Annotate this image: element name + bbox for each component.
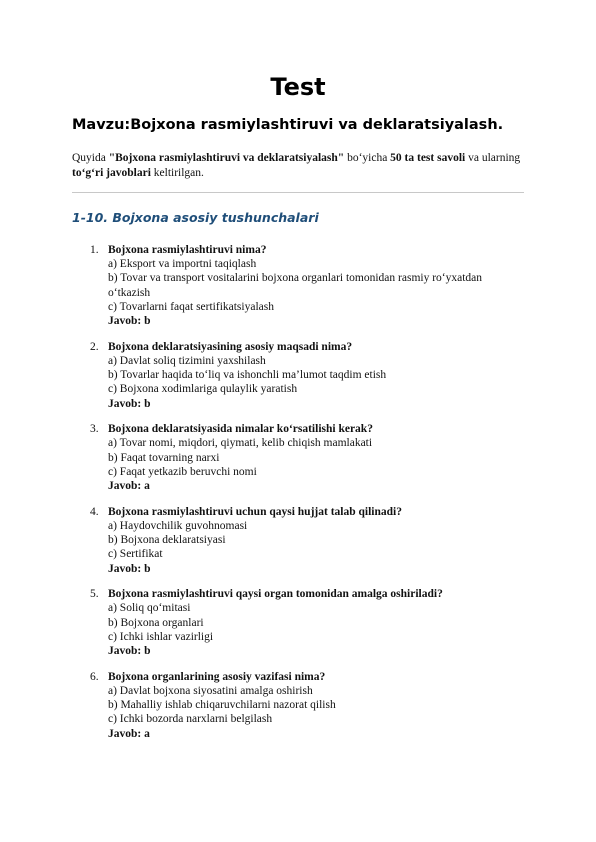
answer-text: Javob: a [108,480,150,493]
option-b: b) Faqat tovarning narxi [108,451,220,464]
option-c: c) Sertifikat [108,548,163,561]
question-item [72,422,524,493]
option-c: c) Ichki bozorda narxlarni belgilash [108,713,273,726]
topic-heading: Mavzu:Bojxona rasmiylashtiruvi va deklaratsiyalash. [72,117,504,133]
question-list [72,243,524,741]
section-heading: 1-10. Bojxona asosiy tushunchalari [72,210,319,225]
question-item [72,505,524,576]
option-c: c) Tovarlarni faqat sertifikatsiyalash [108,300,274,313]
option-a: a) Davlat bojxona siyosatini amalga oshirish [108,684,313,697]
question-item [72,587,524,658]
answer-text: Javob: b [108,562,151,575]
question-text: Bojxona deklaratsiyasida nimalar ko‘rsatilishi kerak? [108,423,373,436]
answer-text: Javob: a [108,727,150,740]
option-c: c) Bojxona xodimlariga qulaylik yaratish [108,383,298,396]
question-text: Bojxona deklaratsiyasining asosiy maqsadi nima? [108,340,353,353]
question-text: Bojxona rasmiylashtiruvi qaysi organ tomonidan amalga oshiriladi? [108,588,443,601]
option-b: b) Bojxona organlari [108,616,204,629]
question-number: 3. [90,423,99,436]
option-a: a) Haydovchilik guvohnomasi [108,519,248,532]
question-item [72,243,524,328]
option-c: c) Ichki ishlar vazirligi [108,630,214,643]
question-text: Bojxona organlarining asosiy vazifasi nima? [108,670,326,683]
question-number: 5. [90,588,99,601]
question-number: 4. [90,505,99,518]
intro-bold-2: 50 ta test savoli [390,152,466,164]
question-text: Bojxona rasmiylashtiruvi nima? [108,244,267,256]
intro-text-1: Quyida [72,152,109,164]
option-b: b) Tovarlar haqida to‘liq va ishonchli ma’lumot taqdim etish [108,369,387,382]
question-item [72,670,524,741]
option-b: b) Tovar va transport vositalarini bojxona organlari tomonidan rasmiy ro‘yxatdan o‘tkazish [108,272,483,299]
intro-text-4: keltirilgan. [150,167,204,179]
option-b: b) Mahalliy ishlab chiqaruvchilarni nazorat qilish [108,699,336,712]
question-item [72,340,524,411]
intro-bold-3: to‘g‘ri javoblari [72,167,151,179]
document-title: Test [270,73,326,101]
question-number: 1. [90,244,99,256]
intro-bold-1: "Bojxona rasmiylashtiruvi va deklaratsiyalash" [108,152,345,164]
option-a: a) Soliq qo‘mitasi [108,602,191,615]
intro-text-3: va ularning [465,152,521,164]
horizontal-divider [72,192,524,193]
answer-text: Javob: b [108,645,151,658]
option-c: c) Faqat yetkazib beruvchi nomi [108,465,257,478]
answer-text: Javob: b [108,315,151,328]
intro-text-2: bo‘yicha [344,152,391,164]
question-number: 6. [90,670,99,683]
option-b: b) Bojxona deklaratsiyasi [108,534,226,547]
question-text: Bojxona rasmiylashtiruvi uchun qaysi hujjat talab qilinadi? [108,505,402,518]
answer-text: Javob: b [108,397,151,410]
intro-paragraph [72,151,524,181]
option-a: a) Eksport va importni taqiqlash [108,258,257,271]
option-a: a) Tovar nomi, miqdori, qiymati, kelib chiqish mamlakati [108,437,373,450]
question-number: 2. [90,340,99,353]
option-a: a) Davlat soliq tizimini yaxshilash [108,354,266,367]
